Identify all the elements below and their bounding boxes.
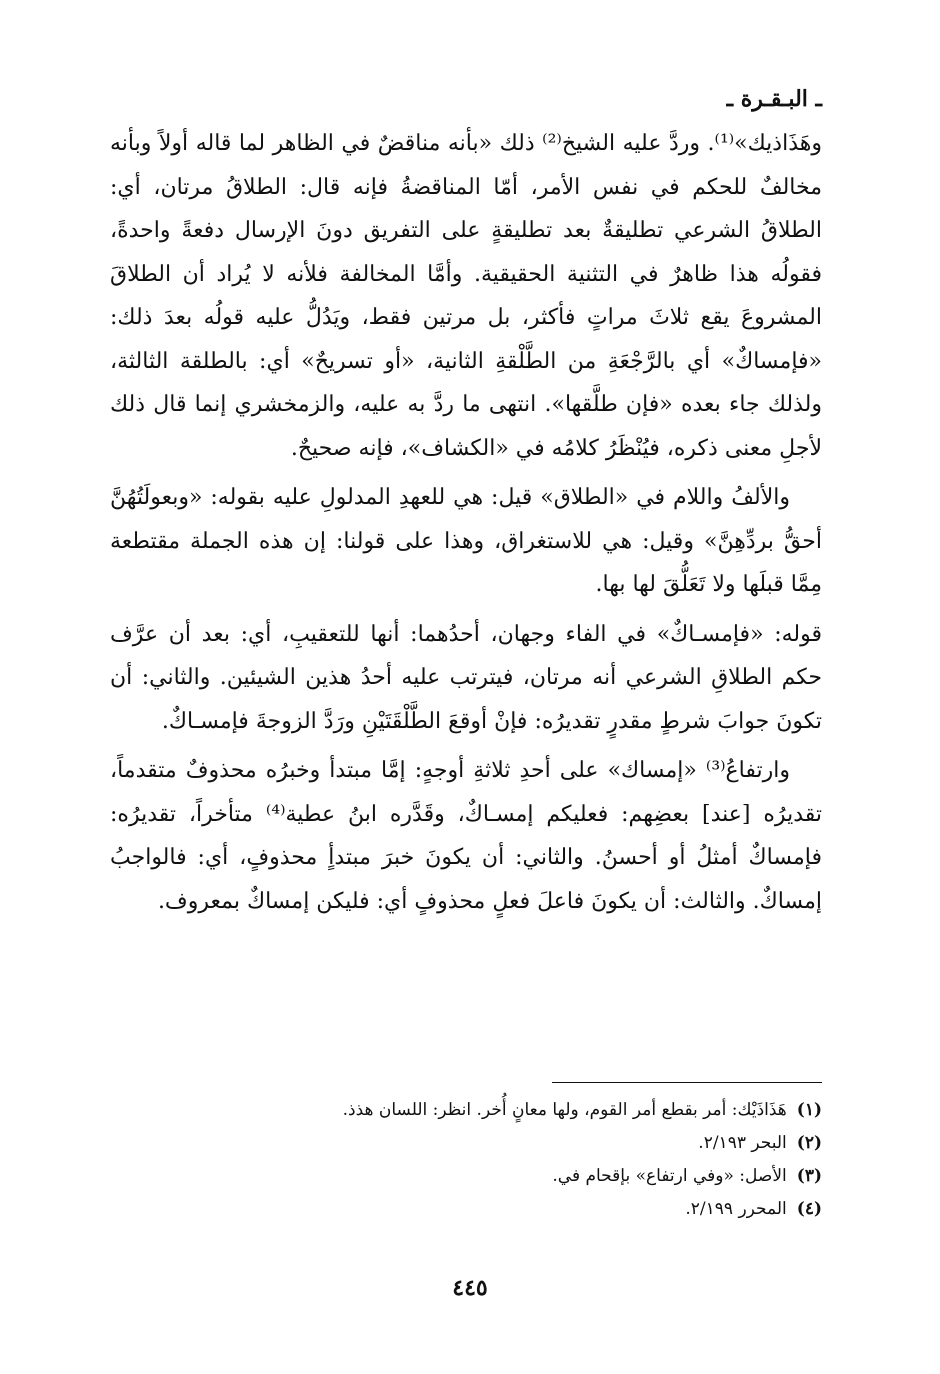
footnote-text: الأصل: «وفي ارتفاع» بإقحام في. xyxy=(552,1166,787,1186)
footnote-text: المحرر ٢/١٩٩. xyxy=(685,1199,787,1219)
footnote xyxy=(110,1127,822,1160)
footnote-number: (١) xyxy=(796,1100,822,1120)
footnote-number: (٣) xyxy=(796,1166,822,1186)
page-number: ٤٤٥ xyxy=(452,1275,488,1301)
footnote-text: هَذَاذَيْك: أمر بقطع أمر القوم، ولها معانٍ أُخر. انظر: اللسان هذذ. xyxy=(342,1100,787,1120)
footnote-divider xyxy=(552,1082,822,1083)
paragraph: وارتفاعُ⁽³⁾ «إمساك» على أحدِ ثلاثةِ أوجهٍ: إمَّا مبتدأ وخبرُه محذوفٌ متقدماً، تقديرُه [عند] بعضِهم: فعليكم إمسـاكٌ، وقَدَّره ابنُ عطية⁽⁴⁾ متأخراً، تقديرُه: فإمساكٌ أمثلُ أو أحسنُ. والثاني: أن يكونَ خبرَ مبتدأٍ محذوفٍ، أي: فالواجبُ إمساكٌ. والثالث: أن يكونَ فاعلَ فعلٍ محذوفٍ أي: فليكن إمساكٌ بمعروف. xyxy=(110,758,822,914)
footnote xyxy=(110,1094,822,1127)
footnote xyxy=(110,1193,822,1226)
footnote-number: (٤) xyxy=(796,1199,822,1219)
paragraph: وهَذَاذيك»⁽¹⁾. وردَّ عليه الشيخ⁽²⁾ ذلك «بأنه مناقضٌ في الظاهر لما قاله أولاً وبأنه مخالفٌ للحكم في نفس الأمر، أمّا المناقضةُ فإنه قال: الطلاقُ مرتان، أي: الطلاقُ الشرعي تطليقةٌ بعد تطليقةٍ على التفريق دونَ الإرسال دفعةً واحدةً، فقولُه هذا ظاهرٌ في التثنية الحقيقية. وأمَّا المخالفة فلأنه لا يُراد أن الطلاقَ المشروعَ يقع ثلاثَ مراتٍ فأكثر، بل مرتين فقط، ويَدُلُّ عليه قولُه بعدَ ذلك: «فإمساكٌ» أي بالرَّجْعَةِ من الطَّلْقةِ الثانية، «أو تسريحٌ» أي: بالطلقة الثالثة، ولذلك جاء بعده «فإن طلَّقها». انتهى ما ردَّ به عليه، والزمخشري إنما قال ذلك لأجلِ معنى ذكره، فيُنْظَرُ كلامُه في «الكشاف»، فإنه صحيحٌ. xyxy=(110,131,822,461)
paragraph: قوله: «فإمسـاكٌ» في الفاء وجهان، أحدُهما: أنها للتعقيبِ، أي: بعد أن عرَّف حكم الطلاقِ الشرعي أنه مرتان، فيترتب عليه أحدُ هذين الشيئين. والثاني: أن تكونَ جوابَ شرطٍ مقدرٍ تقديرُه: فإنْ أوقعَ الطَّلْقَتَيْنِ ورَدَّ الزوجةَ فإمسـاكٌ. xyxy=(110,621,822,734)
main-text xyxy=(110,122,822,929)
footnotes xyxy=(110,1094,822,1226)
running-header: ـ البـقـرة ـ xyxy=(726,86,822,112)
footnote-number: (٢) xyxy=(796,1133,822,1153)
footnote-text: البحر ٢/١٩٣. xyxy=(698,1133,787,1153)
footnote xyxy=(110,1160,822,1193)
paragraph: والألفُ واللام في «الطلاق» قيل: هي للعهدِ المدلولِ عليه بقوله: «وبعولَتُهُنَّ أحقُّ بردِّهِنَّ» وقيل: هي للاستغراق، وهذا على قولنا: إن هذه الجملة مقتطعة مِمَّا قبلَها ولا تَعَلُّقَ لها بها. xyxy=(110,485,822,597)
